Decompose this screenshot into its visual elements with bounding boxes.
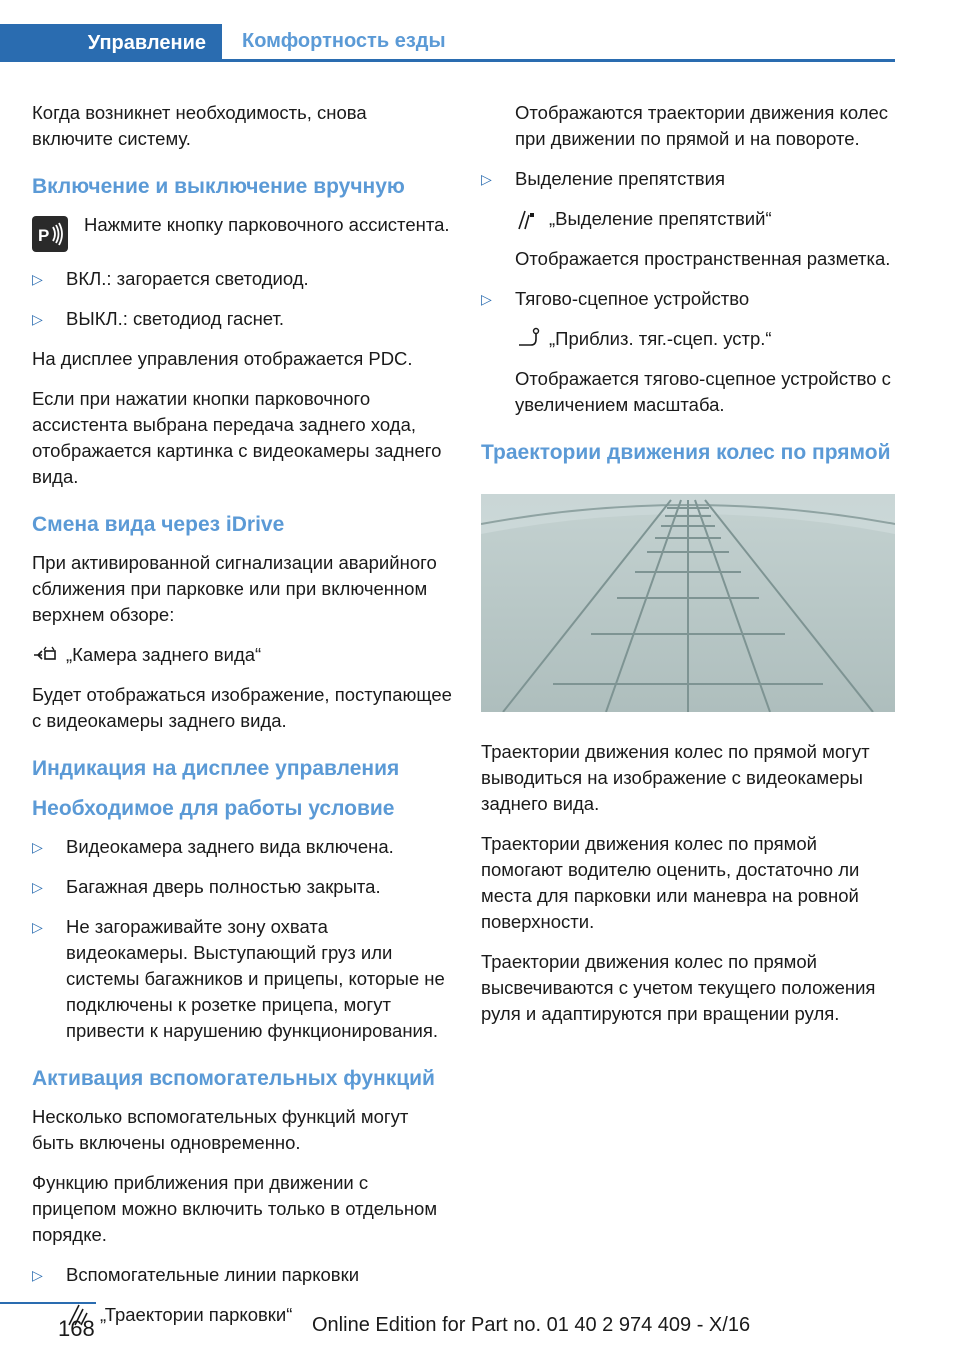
bullet-text: ВЫКЛ.: светодиод гаснет. [66,308,285,329]
bullet-triangle-icon: ▷ [32,271,43,287]
heading-display: Индикация на дисплее управления [32,757,400,780]
heading-idrive: Смена вида через iDrive [32,513,285,536]
paragraph: Траектории движения колес по прямой могут выводиться на изображение с видеокамеры заднего вида. [481,741,870,814]
paragraph: Если при нажатии кнопки парковочного ассистента выбрана передача заднего хода, отображается картинка с видеокамеры заднего вида. [32,388,442,487]
instruction-text: Нажмите кнопку парковочного ассистента. [84,214,450,235]
paragraph: При активированной сигнализации аварийного сближения при парковке или при включенном верхнем обзоре: [32,552,437,625]
bullet-parking-lines [32,1262,452,1288]
pdc-button-instruction [32,212,452,252]
bullet-triangle-icon: ▷ [32,839,43,855]
rear-camera-icon [32,643,58,667]
bullet-triangle-icon: ▷ [481,171,492,187]
heading-activate: Активация вспомогательных функций [32,1067,435,1090]
bullet-text: ВКЛ.: загорается светодиод. [66,268,309,289]
paragraph: Функцию приближения при движении с прицепом можно включить только в отдельном порядке. [32,1172,438,1245]
svg-text:P: P [38,226,50,245]
bullet-text: Вспомогательные линии парковки [66,1264,360,1285]
heading-condition: Необходимое для работы условие [32,797,395,820]
heading-straight: Траектории движения колес по прямой [481,441,891,464]
trailer-hitch-icon [515,327,541,351]
menu-item-label: „Траектории парковки“ [100,1304,293,1325]
paragraph: Будет отображаться изображение, поступающее с видеокамеры заднего вида. [32,684,452,731]
paragraph: Траектории движения колес по прямой помогают водителю оценить, достаточно ли места для парковки или маневра на ровной поверхности. [481,833,860,932]
paragraph: Траектории движения колес по прямой высвечиваются с учетом текущего положения руля и адаптируются при вращении руля. [481,951,876,1024]
menu-item-label: „Выделение препятствий“ [549,208,772,229]
menu-item-label: „Камера заднего вида“ [66,644,262,665]
condition-item [32,874,452,900]
condition-item [32,914,452,1044]
footer-rule [0,1302,96,1304]
bullet-on [32,266,452,292]
left-column [32,100,452,1342]
paragraph: Когда возникнет необходимость, снова включите систему. [32,102,367,149]
bullet-triangle-icon: ▷ [32,879,43,895]
right-column [481,100,901,1041]
tab-driving-comfort[interactable]: Комфортность езды [242,30,446,52]
bullet-triangle-icon: ▷ [32,311,43,327]
bullet-text: Выделение препятствия [515,168,725,189]
paragraph: Отображаются траектории движения колес при движении по прямой и на повороте. [515,102,889,149]
parking-assistant-button-icon [32,216,68,252]
bullet-text: Багажная дверь полностью закрыта. [66,876,381,897]
menu-item-hitch [481,326,901,352]
menu-item-obstacle [481,206,901,232]
menu-item-label: „Приблиз. тяг.-сцеп. устр.“ [549,328,772,349]
paragraph: На дисплее управления отображается PDC. [32,348,413,369]
header-tabs [0,24,895,62]
bullet-text: Тягово-сцепное устройство [515,288,750,309]
page-number: 168 [58,1316,95,1341]
bullet-off [32,306,452,332]
edition-footer: Online Edition for Part no. 01 40 2 974 409 - X/16 [312,1314,751,1336]
bullet-triangle-icon: ▷ [481,291,492,307]
paragraph: Отображается пространственная разметка. [515,248,891,269]
obstacle-marking-icon [515,207,541,231]
straight-trajectory-image [481,494,895,712]
bullet-triangle-icon: ▷ [32,1267,43,1283]
tab-controls[interactable]: Управление [0,24,222,62]
bullet-text: Видеокамера заднего вида включена. [66,836,394,857]
heading-manual: Включение и выключение вручную [32,175,405,198]
bullet-obstacle [481,166,901,192]
bullet-triangle-icon: ▷ [32,919,43,935]
condition-item [32,834,452,860]
bullet-hitch [481,286,901,312]
menu-item-rear-camera [32,642,452,668]
paragraph: Отображается тягово-сцепное устройство с увеличением масштаба. [515,368,891,415]
bullet-text: Не загораживайте зону охвата видеокамеры. Выступающий груз или системы багажников и прицепы, которые не подключены к розетке прицепа, могут привести к нарушению функционирования. [66,916,445,1041]
paragraph: Несколько вспомогательных функций могут быть включены одновременно. [32,1106,409,1153]
